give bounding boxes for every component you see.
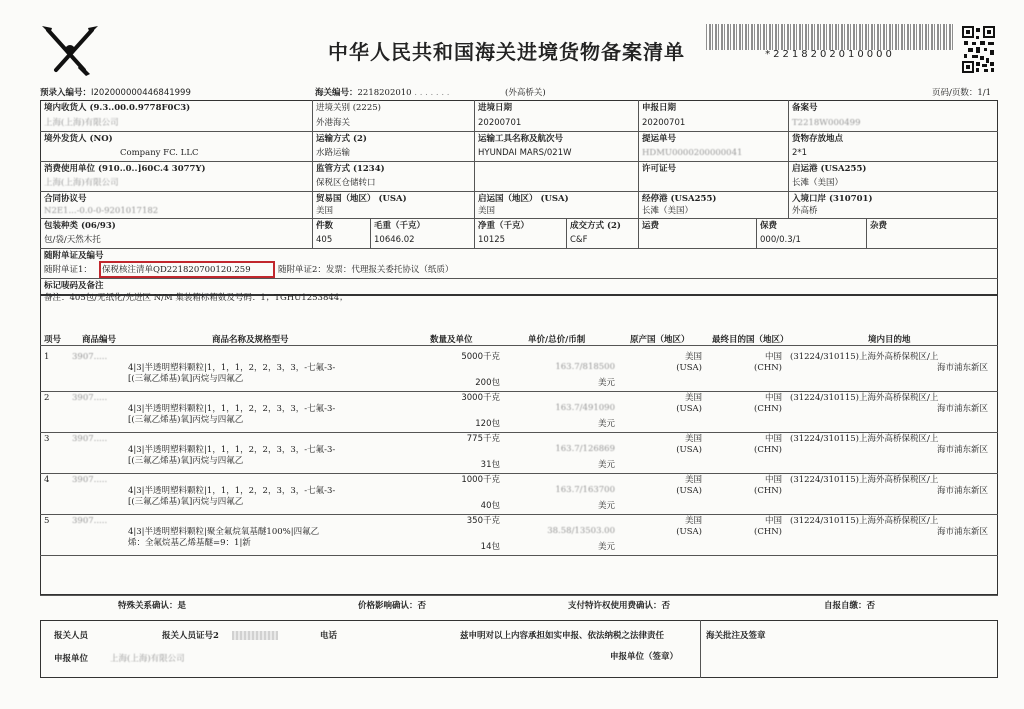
declare-seal: 申报单位（签章） <box>610 652 679 662</box>
item-code: 3907..... <box>72 475 108 485</box>
col-origin: 原产国（地区） <box>630 335 690 345</box>
item-final: 中国 <box>764 434 782 444</box>
col-code: 商品编号 <box>82 335 117 345</box>
redacted-cert <box>232 631 278 640</box>
storage-value: 2*1 <box>792 148 808 158</box>
trade-country-value: 美国 <box>316 206 334 216</box>
net-weight-value: 10125 <box>478 235 506 245</box>
item-qty-2: 120包 <box>475 419 500 429</box>
col-dest: 境内目的地 <box>868 335 911 345</box>
item-final-code: (CHN) <box>754 404 782 414</box>
item-code: 3907..... <box>72 352 108 362</box>
supervision-label: 监管方式 (1234) <box>316 164 385 174</box>
item-divider <box>40 555 998 556</box>
attach-label: 随附单证及编号 <box>44 251 104 261</box>
item-dest-2: 海市浦东新区 <box>936 527 988 537</box>
item-final: 中国 <box>764 352 782 362</box>
customs-emblem-icon <box>40 24 100 80</box>
consignee-value: 上海(上海)有限公司 <box>44 118 119 128</box>
consignee-label: 境内收货人 (9.3..00.0.9778F0C3) <box>44 103 191 113</box>
item-dest-1: (31224/310115)上海外高桥保税区/上 <box>790 393 939 403</box>
marks-label: 标记唛码及备注 <box>44 281 104 291</box>
item-price: 163.7/126869 <box>555 444 615 454</box>
item-dest-2: 海市浦东新区 <box>936 445 988 455</box>
item-no: 3 <box>44 434 50 444</box>
item-name-2: 烯：全氟烷基乙烯基醚=9：1|新 <box>128 538 251 548</box>
transit-port-value: 长滩（美国） <box>642 206 694 216</box>
freight-label: 运费 <box>642 221 660 231</box>
item-divider <box>40 391 998 392</box>
item-dest-2: 海市浦东新区 <box>936 363 988 373</box>
origin-country-label: 启运国（地区） (USA) <box>478 194 569 204</box>
entry-port-label: 进境关别 (2225) <box>316 103 381 113</box>
col-final: 最终目的国（地区） <box>712 335 789 345</box>
entry-port-value: 外港海关 <box>316 118 351 128</box>
entry-date-value: 20200701 <box>478 118 522 128</box>
declare-unit-label: 申报单位 <box>54 654 89 664</box>
customs-no-value: 2218202010 <box>357 88 412 98</box>
self-report: 自报自缴：否 <box>824 601 876 611</box>
item-qty-2: 31包 <box>480 460 500 470</box>
customs-approval: 海关批注及签章 <box>706 631 766 641</box>
item-final-code: (CHN) <box>754 363 782 373</box>
item-origin: 美国 <box>684 434 702 444</box>
gross-weight-value: 10646.02 <box>374 235 415 245</box>
bill-of-lading-value: HDMU0000200000041 <box>642 148 743 158</box>
item-final-code: (CHN) <box>754 527 782 537</box>
col-name: 商品名称及规格型号 <box>212 335 289 345</box>
net-weight-label: 净重（千克） <box>478 221 530 231</box>
deal-mode-value: C&F <box>570 235 588 245</box>
vessel-value: HYUNDAI MARS/021W <box>478 148 572 158</box>
attach-doc1-value: 保税核注清单QD221820700120.259 <box>102 265 251 275</box>
item-code: 3907..... <box>72 393 108 403</box>
royalty-confirm: 支付特许权使用费确认：否 <box>568 601 671 611</box>
transport-mode-label: 运输方式 (2) <box>316 134 367 144</box>
item-dest-1: (31224/310115)上海外高桥保税区/上 <box>790 352 939 362</box>
item-price: 163.7/818500 <box>555 362 615 372</box>
item-qty-1: 5000千克 <box>461 352 500 362</box>
item-origin: 美国 <box>684 352 702 362</box>
page-indicator: 页码/页数：1/1 <box>932 88 992 98</box>
package-type-value: 包/袋/天然木托 <box>44 235 101 245</box>
item-currency: 美元 <box>597 542 615 552</box>
barcode-text: *2218202010000 <box>706 50 954 60</box>
declare-date-value: 20200701 <box>642 118 686 128</box>
contract-value: N2E1...-0.0-0-9201017182 <box>44 206 159 216</box>
item-origin: 美国 <box>684 393 702 403</box>
item-name-1: 4|3|半透明塑料颗粒|1，1，1，2，2，3，3，-七氟-3- <box>128 445 336 455</box>
insurance-label: 保费 <box>760 221 778 231</box>
item-name-2: [(三氟乙烯基)氧]丙烷与四氟乙 <box>128 415 244 425</box>
item-final: 中国 <box>764 516 782 526</box>
transport-mode-value: 水路运输 <box>316 148 351 158</box>
entry-gate-value: 外高桥 <box>792 206 818 216</box>
item-final-code: (CHN) <box>754 445 782 455</box>
pieces-value: 405 <box>316 235 333 245</box>
trade-country-label: 贸易国（地区） (USA) <box>316 194 407 204</box>
item-qty-1: 775千克 <box>466 434 500 444</box>
item-currency: 美元 <box>597 378 615 388</box>
item-qty-1: 350千克 <box>466 516 500 526</box>
item-dest-2: 海市浦东新区 <box>936 486 988 496</box>
misc-fee-label: 杂费 <box>870 221 888 231</box>
item-origin-code: (USA) <box>676 527 702 537</box>
item-final: 中国 <box>764 393 782 403</box>
statement: 兹申明对以上内容承担如实申报、依法纳税之法律责任 <box>460 631 665 641</box>
col-no: 项号 <box>44 335 62 345</box>
item-qty-1: 1000千克 <box>461 475 500 485</box>
item-name-1: 4|3|半透明塑料颗粒|1，1，1，2，2，3，3，-七氟-3- <box>128 404 336 414</box>
departure-port-label: 启运港 (USA255) <box>792 164 867 174</box>
item-name-1: 4|3|半透明塑料颗粒|1，1，1，2，2，3，3，-七氟-3- <box>128 363 336 373</box>
item-price: 163.7/163700 <box>555 485 615 495</box>
item-name-1: 4|3|半透明塑料颗粒|1，1，1，2，2，3，3，-七氟-3- <box>128 486 336 496</box>
departure-port-value: 长滩（美国） <box>792 178 844 188</box>
transit-port-label: 经停港 (USA255) <box>642 194 717 204</box>
highlight-box <box>99 261 275 278</box>
item-origin-code: (USA) <box>676 445 702 455</box>
consumer-unit-label: 消费使用单位 (910..0..]60C.4 3077Y) <box>44 164 206 174</box>
entry-date-label: 进境日期 <box>478 103 513 113</box>
item-currency: 美元 <box>597 419 615 429</box>
item-no: 2 <box>44 393 50 403</box>
vessel-label: 运输工具名称及航次号 <box>478 134 564 144</box>
item-code: 3907..... <box>72 516 108 526</box>
item-dest-2: 海市浦东新区 <box>936 404 988 414</box>
item-final-code: (CHN) <box>754 486 782 496</box>
gross-weight-label: 毛重（千克） <box>374 221 426 231</box>
item-qty-1: 3000千克 <box>461 393 500 403</box>
port-name: (外高桥关) <box>505 88 546 98</box>
prerecord-label: 预录入编号： <box>40 88 92 98</box>
record-no-label: 备案号 <box>792 103 818 113</box>
item-origin-code: (USA) <box>676 404 702 414</box>
item-name-2: [(三氟乙烯基)氧]丙烷与四氟乙 <box>128 374 244 384</box>
item-origin-code: (USA) <box>676 486 702 496</box>
item-price: 163.7/491090 <box>555 403 615 413</box>
pieces-label: 件数 <box>316 221 334 231</box>
item-dest-1: (31224/310115)上海外高桥保税区/上 <box>790 475 939 485</box>
item-final: 中国 <box>764 475 782 485</box>
item-no: 4 <box>44 475 50 485</box>
attach-doc2: 随附单证2：发票：代理报关委托协议（纸质） <box>278 265 454 275</box>
item-price: 38.58/13503.00 <box>547 526 615 536</box>
item-qty-2: 200包 <box>475 378 500 388</box>
entry-gate-label: 入境口岸 (310701) <box>792 194 873 204</box>
price-effect: 价格影响确认：否 <box>358 601 427 611</box>
declaration-sheet: 中华人民共和国海关进境货物备案清单 *2218202010000 预录入编号：I202000000446841999 海关编号：2218202010 . . . . . . . (外高桥关) 页码/页数：1/1 境内收货人 (9.3..00.0.9778F0C3) 上海(上海)有限公司 进境关别 (2225) 外港海关 进境日期 20200701 申报日期 20200701 备案号 T2218W000499 境外发货人 (NO) Company FC. LLC 运输方式 (2) 水路运输 运输工具名称及航次号 HYUNDAI MARS/021W 提运单号 HDMU0000200000041 货物存放地点 2*1 消费使用单位 (910..0..]60C.4 3077Y) 上海(上海)有限公司 监管方式 (1234) 保税区仓储转口 许可证号 启运港 (USA255) 长滩（美国） 合同协议号 N2E1...-0.0-0-9201017182 贸易国（地区） (USA) 美国 启运国（地区） (USA) 美国 经停港 (USA255) 长滩（美国） 入境口岸 (310701) 外高桥 包装种类 (06/93) 包/袋/天然木托 件数 405 毛重（千克） 10646.02 净重（千克） 10125 成交方式 (2) C&F 运费 保费 000/0.3/1 杂费 随附单证及编号 随附单证1： 保税核注清单QD221820700120.259 随附单证2：发票：代理报关委托协议（纸质） 标记唛码及备注 备注：405包/无纸化/先进区 N/M 集装箱标箱数及号码：1；TGHU1253844； 项号 商品编号 商品名称及规格型号 数量及单位 单价/总价/币制 原产国（地区） 最终目的国（地区） 境内目的地 1 3907..... 4|3|半透明塑料颗粒|1，1，1，2，2，3，3，-七氟-3- [(三氟乙烯基)氧]丙烷与四氟乙 5000千克 200包 163.7/818500 美元 美国 (USA) 中国 (CHN) (31224/310115)上海外高桥保税区/上 海市浦东新区 2 3907..... 4|3|半透明塑料颗粒|1，1，1，2，2，3，3，-七氟-3- [(三氟乙烯基)氧]丙烷与四氟乙 3000千克 120包 163.7/491090 美元 美国 (USA) 中国 (CHN) (31224/310115)上海外高桥保税区/上 海市浦东新区 3 3907..... 4|3|半透明塑料颗粒|1，1，1，2，2，3，3，-七氟-3- [(三氟乙烯基)氧]丙烷与四氟乙 775千克 31包 163.7/126869 美元 美国 (USA) 中国 (CHN) (31224/310115)上海外高桥保税区/上 海市浦东新区 4 3907..... 4|3|半透明塑料颗粒|1，1，1，2，2，3，3，-七氟-3- [(三氟乙烯基)氧]丙烷与四氟乙 1000千克 40包 163.7/163700 美元 美国 (USA) 中国 (CHN) (31224/310115)上海外高桥保税区/上 海市浦东新区 5 3907..... 4|3|半透明塑料颗粒|聚全氟烷氧基醚100%|四氟乙 烯：全氟烷基乙烯基醚=9：1|新 350千克 14包 38.58/13503.00 美元 美国 (USA) 中国 (CHN) (31224/310115)上海外高桥保税区/上 海市浦东新区 特殊关系确认：是 价格影响确认：否 支付特许权使用费确认：否 自报自缴：否 报关人员 报关人员证号2 电话 兹申明对以上内容承担如实申报、依法纳税之法律责任 海关批注及签章 申报单位 上海(上海)有限公司 申报单位（签章） <box>0 0 1024 709</box>
item-origin: 美国 <box>684 516 702 526</box>
record-no-value: T2218W000499 <box>792 118 861 128</box>
document-title: 中华人民共和国海关进境货物备案清单 <box>328 40 685 64</box>
shipper-label: 境外发货人 (NO) <box>44 134 113 144</box>
item-no: 1 <box>44 352 50 362</box>
item-name-1: 4|3|半透明塑料颗粒|聚全氟烷氧基醚100%|四氟乙 <box>128 527 320 537</box>
marks-value: 备注：405包/无纸化/先进区 N/M 集装箱标箱数及号码：1；TGHU1253844； <box>44 293 348 303</box>
item-origin-code: (USA) <box>676 363 702 373</box>
shipper-value: Company FC. LLC <box>120 148 199 158</box>
declare-unit-value: 上海(上海)有限公司 <box>110 654 185 664</box>
contract-label: 合同协议号 <box>44 194 87 204</box>
col-qty: 数量及单位 <box>430 335 473 345</box>
special-relation: 特殊关系确认：是 <box>118 601 187 611</box>
item-no: 5 <box>44 516 50 526</box>
phone-label: 电话 <box>320 631 338 641</box>
origin-country-value: 美国 <box>478 206 496 216</box>
bill-of-lading-label: 提运单号 <box>642 134 677 144</box>
item-currency: 美元 <box>597 501 615 511</box>
declare-date-label: 申报日期 <box>642 103 677 113</box>
col-price: 单价/总价/币制 <box>528 335 586 345</box>
insurance-value: 000/0.3/1 <box>760 235 801 245</box>
item-currency: 美元 <box>597 460 615 470</box>
storage-label: 货物存放地点 <box>792 134 844 144</box>
package-type-label: 包装种类 (06/93) <box>44 221 116 231</box>
footer-grid <box>40 620 998 678</box>
qr-code-icon <box>962 26 996 74</box>
prerecord-value: I202000000446841999 <box>91 88 191 98</box>
declarant-cert-label: 报关人员证号2 <box>162 631 219 641</box>
item-qty-2: 40包 <box>480 501 500 511</box>
item-divider <box>40 473 998 474</box>
item-dest-1: (31224/310115)上海外高桥保税区/上 <box>790 434 939 444</box>
supervision-value: 保税区仓储转口 <box>316 178 376 188</box>
item-qty-2: 14包 <box>480 542 500 552</box>
consumer-unit-value: 上海(上海)有限公司 <box>44 178 119 188</box>
item-code: 3907..... <box>72 434 108 444</box>
license-label: 许可证号 <box>642 164 677 174</box>
item-divider <box>40 432 998 433</box>
item-origin: 美国 <box>684 475 702 485</box>
attach-doc1-prefix: 随附单证1： <box>44 265 92 275</box>
item-name-2: [(三氟乙烯基)氧]丙烷与四氟乙 <box>128 497 244 507</box>
customs-no-label: 海关编号： <box>315 88 358 98</box>
deal-mode-label: 成交方式 (2) <box>570 221 621 231</box>
item-name-2: [(三氟乙烯基)氧]丙烷与四氟乙 <box>128 456 244 466</box>
declarant-label: 报关人员 <box>54 631 89 641</box>
item-divider <box>40 514 998 515</box>
item-dest-1: (31224/310115)上海外高桥保税区/上 <box>790 516 939 526</box>
